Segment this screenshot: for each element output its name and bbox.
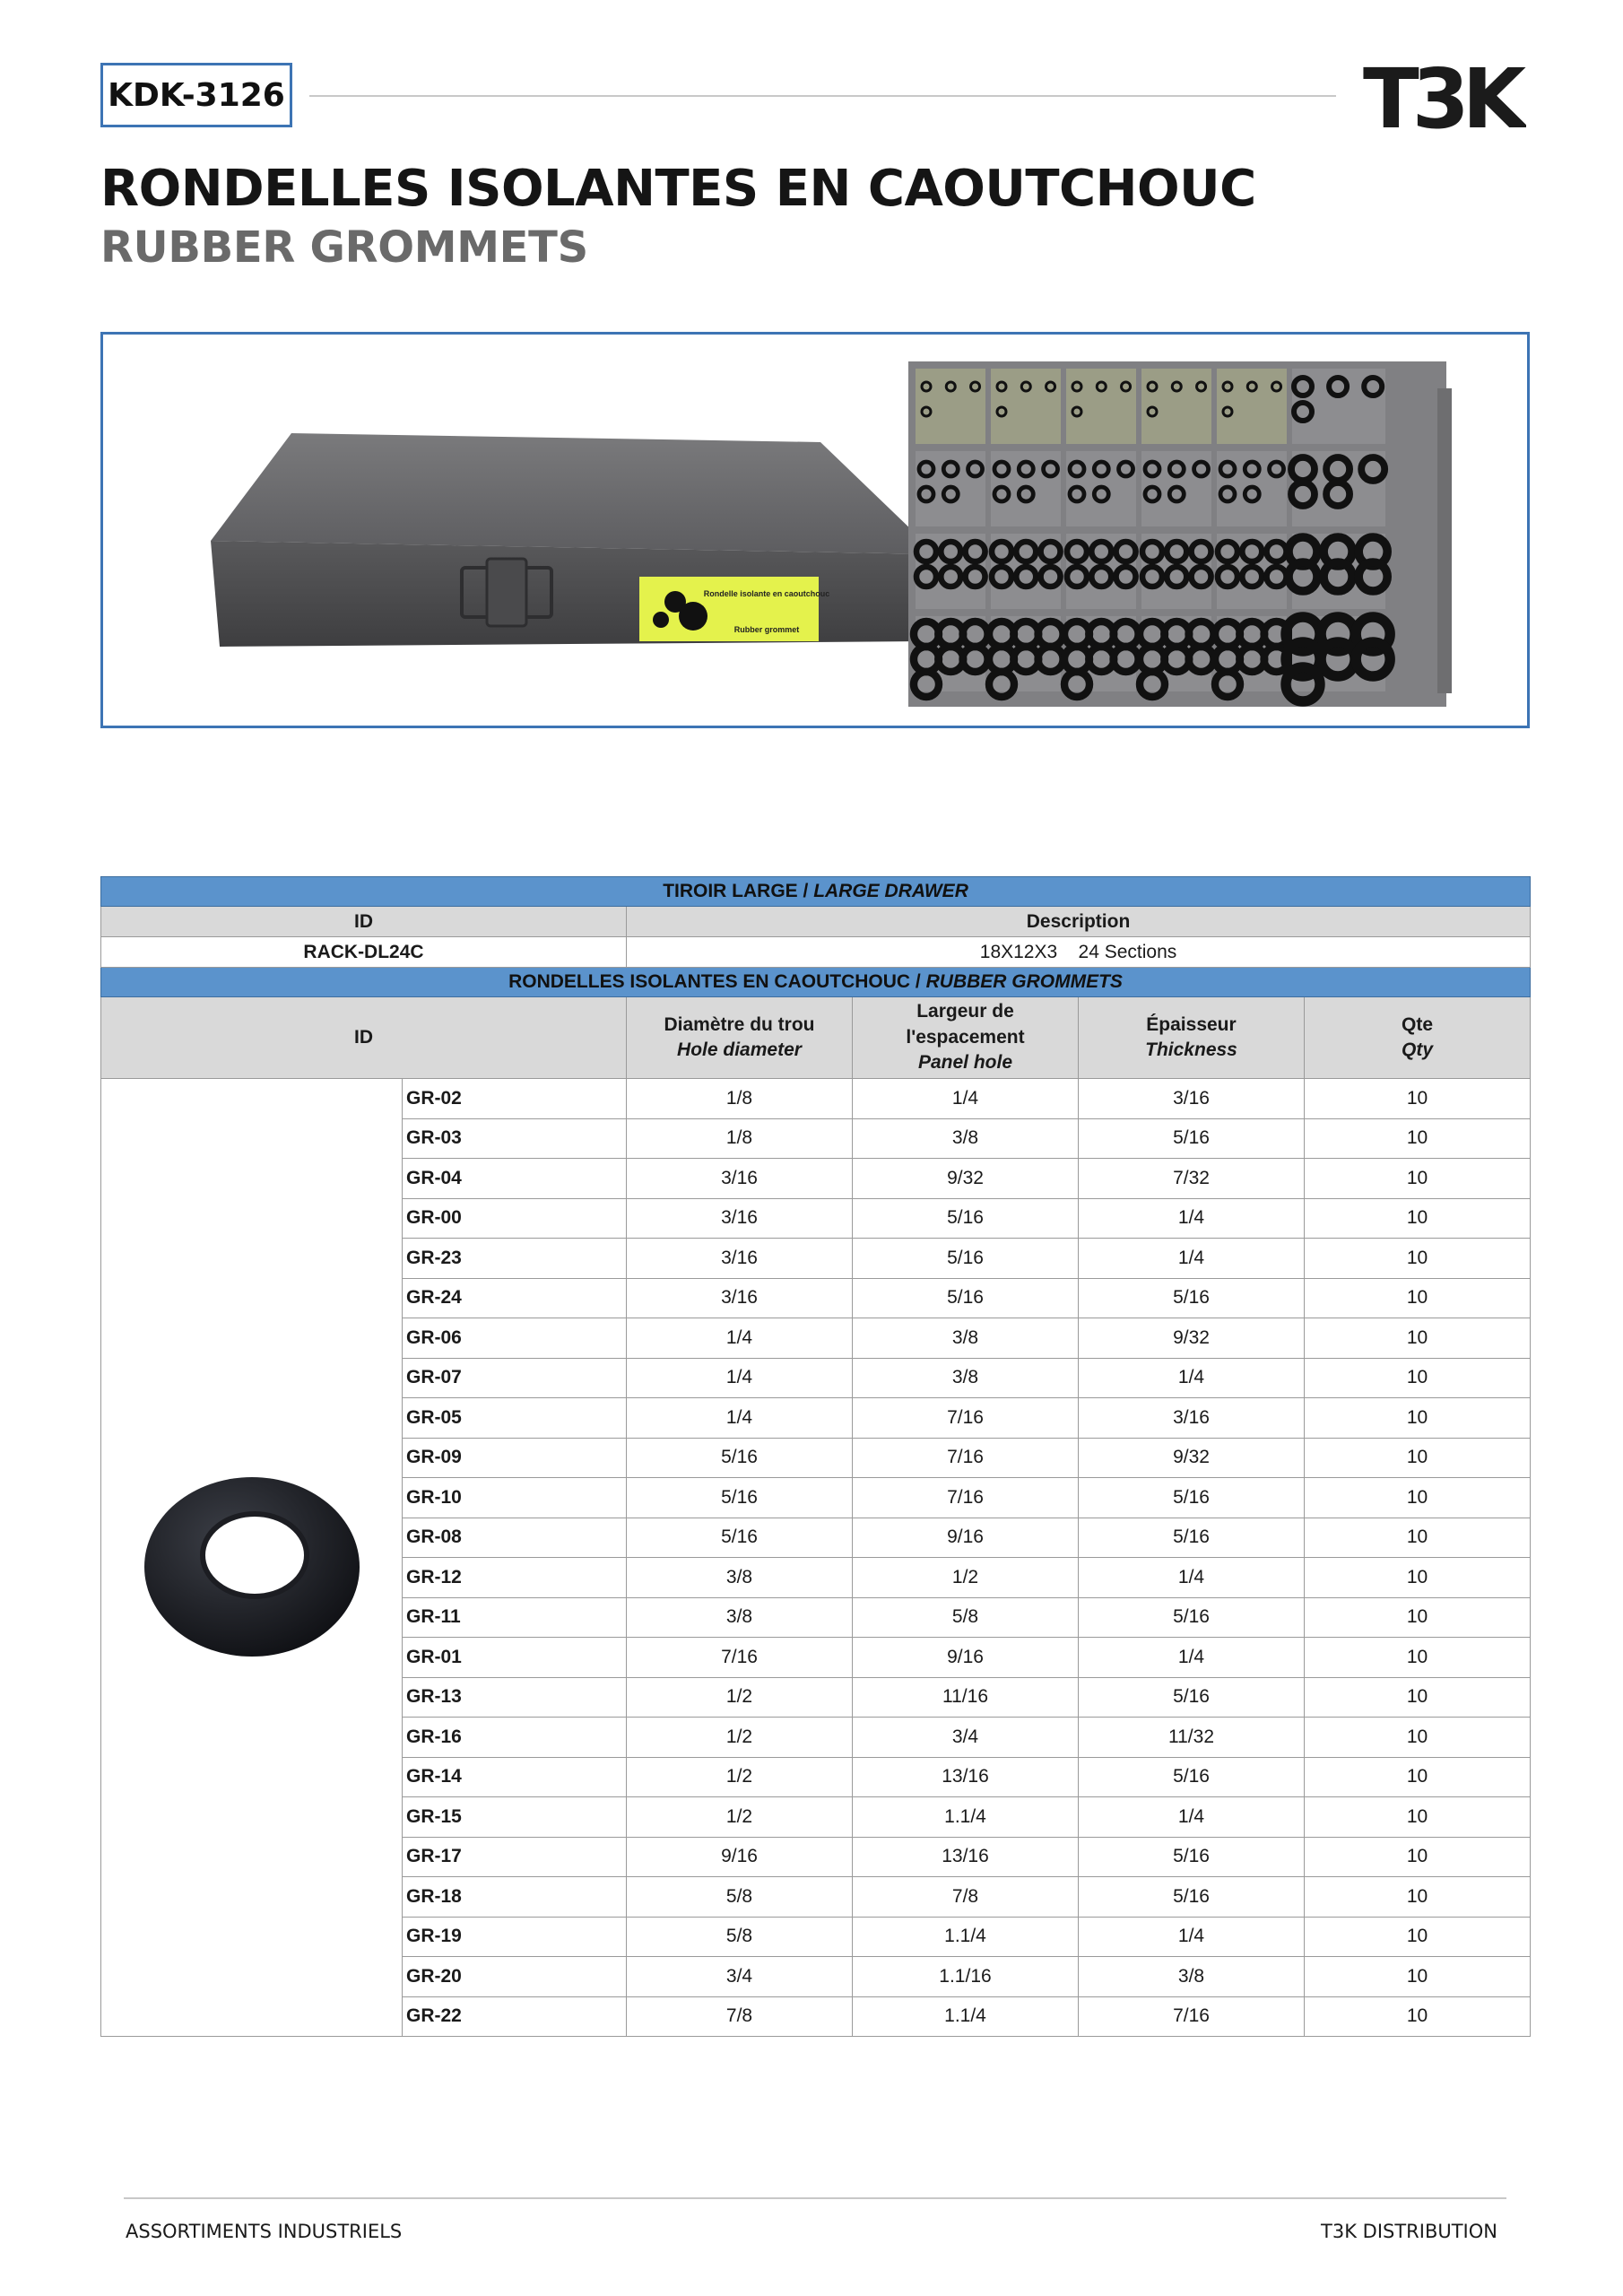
cell-thick: 5/16 bbox=[1079, 1478, 1305, 1518]
cell-hole: 1/2 bbox=[627, 1797, 853, 1838]
drawer-id: RACK-DL24C bbox=[101, 937, 627, 968]
tray-compartment bbox=[991, 616, 1061, 691]
cell-thick: 3/16 bbox=[1079, 1079, 1305, 1119]
cell-hole: 3/16 bbox=[627, 1198, 853, 1239]
cell-thick: 9/32 bbox=[1079, 1438, 1305, 1478]
cell-thick: 11/32 bbox=[1079, 1718, 1305, 1758]
cell-hole: 3/16 bbox=[627, 1159, 853, 1199]
cell-qty: 10 bbox=[1305, 1957, 1531, 1997]
cell-qty: 10 bbox=[1305, 1558, 1531, 1598]
cell-qty: 10 bbox=[1305, 1438, 1531, 1478]
cell-thick: 5/16 bbox=[1079, 1837, 1305, 1877]
cell-qty: 10 bbox=[1305, 1518, 1531, 1558]
footer-right-text: T3K DISTRIBUTION bbox=[1321, 2221, 1497, 2242]
cell-hole: 1/4 bbox=[627, 1398, 853, 1439]
cell-panel: 11/16 bbox=[853, 1677, 1079, 1718]
cell-id: GR-15 bbox=[403, 1797, 627, 1838]
cell-hole: 5/8 bbox=[627, 1917, 853, 1957]
cell-panel: 9/16 bbox=[853, 1518, 1079, 1558]
cell-panel: 5/16 bbox=[853, 1198, 1079, 1239]
tray-compartment bbox=[1066, 616, 1136, 691]
cell-qty: 10 bbox=[1305, 1757, 1531, 1797]
cell-panel: 9/16 bbox=[853, 1638, 1079, 1678]
items-header-row bbox=[101, 997, 1531, 1079]
cell-qty: 10 bbox=[1305, 1638, 1531, 1678]
cell-panel: 1/2 bbox=[853, 1558, 1079, 1598]
tray-compartment bbox=[1217, 616, 1287, 691]
hole-diameter-header: Diamètre du trou Hole diameter bbox=[627, 997, 853, 1079]
cell-id: GR-22 bbox=[403, 1996, 627, 2037]
cell-panel: 1/4 bbox=[853, 1079, 1079, 1119]
qty-header: Qte Qty bbox=[1305, 997, 1531, 1079]
cell-hole: 1/8 bbox=[627, 1079, 853, 1119]
drawer-header-row bbox=[101, 907, 1531, 937]
cell-panel: 3/8 bbox=[853, 1358, 1079, 1398]
cell-panel: 7/8 bbox=[853, 1877, 1079, 1918]
tray-compartment bbox=[1141, 534, 1211, 609]
cell-id: GR-02 bbox=[403, 1079, 627, 1119]
header-divider bbox=[309, 95, 1336, 97]
cell-thick: 5/16 bbox=[1079, 1118, 1305, 1159]
cell-qty: 10 bbox=[1305, 1118, 1531, 1159]
cell-qty: 10 bbox=[1305, 1996, 1531, 2037]
cell-thick: 5/16 bbox=[1079, 1278, 1305, 1318]
cell-panel: 3/8 bbox=[853, 1318, 1079, 1359]
cell-thick: 1/4 bbox=[1079, 1198, 1305, 1239]
cell-qty: 10 bbox=[1305, 1837, 1531, 1877]
cell-qty: 10 bbox=[1305, 1478, 1531, 1518]
cell-id: GR-01 bbox=[403, 1638, 627, 1678]
cell-id: GR-18 bbox=[403, 1877, 627, 1918]
cell-qty: 10 bbox=[1305, 1398, 1531, 1439]
cell-thick: 1/4 bbox=[1079, 1558, 1305, 1598]
cell-thick: 1/4 bbox=[1079, 1358, 1305, 1398]
drawer-row bbox=[101, 937, 1531, 968]
cell-id: GR-23 bbox=[403, 1239, 627, 1279]
cell-qty: 10 bbox=[1305, 1597, 1531, 1638]
cell-hole: 3/4 bbox=[627, 1957, 853, 1997]
cell-panel: 7/16 bbox=[853, 1438, 1079, 1478]
cell-qty: 10 bbox=[1305, 1079, 1531, 1119]
cell-hole: 5/8 bbox=[627, 1877, 853, 1918]
cell-id: GR-12 bbox=[403, 1558, 627, 1598]
cell-thick: 1/4 bbox=[1079, 1917, 1305, 1957]
cell-hole: 5/16 bbox=[627, 1518, 853, 1558]
drawer-id-header: ID bbox=[101, 907, 627, 937]
tray-compartment bbox=[991, 534, 1061, 609]
cell-thick: 5/16 bbox=[1079, 1677, 1305, 1718]
brand-logo bbox=[1363, 59, 1526, 133]
thickness-header: Épaisseur Thickness bbox=[1079, 997, 1305, 1079]
svg-text:Rondelle isolante en caoutchou: Rondelle isolante en caoutchouc bbox=[703, 589, 830, 598]
cell-id: GR-06 bbox=[403, 1318, 627, 1359]
cell-id: GR-17 bbox=[403, 1837, 627, 1877]
cell-hole: 3/16 bbox=[627, 1239, 853, 1279]
drawer-description-header: Description bbox=[627, 907, 1531, 937]
table-row bbox=[101, 1079, 1531, 1119]
cell-id: GR-16 bbox=[403, 1718, 627, 1758]
cell-id: GR-11 bbox=[403, 1597, 627, 1638]
cell-panel: 13/16 bbox=[853, 1837, 1079, 1877]
cell-panel: 5/16 bbox=[853, 1278, 1079, 1318]
cell-thick: 5/16 bbox=[1079, 1757, 1305, 1797]
cell-panel: 7/16 bbox=[853, 1478, 1079, 1518]
cell-thick: 3/8 bbox=[1079, 1957, 1305, 1997]
brand-logo-text: T3K bbox=[1363, 59, 1520, 133]
cell-hole: 1/4 bbox=[627, 1318, 853, 1359]
cell-thick: 9/32 bbox=[1079, 1318, 1305, 1359]
product-photo bbox=[100, 332, 1530, 728]
cell-thick: 3/16 bbox=[1079, 1398, 1305, 1439]
cell-id: GR-20 bbox=[403, 1957, 627, 1997]
open-tray-image bbox=[908, 361, 1527, 707]
tray-compartment bbox=[916, 534, 985, 609]
cell-panel: 7/16 bbox=[853, 1398, 1079, 1439]
cell-id: GR-14 bbox=[403, 1757, 627, 1797]
cell-qty: 10 bbox=[1305, 1198, 1531, 1239]
cell-thick: 5/16 bbox=[1079, 1518, 1305, 1558]
cell-hole: 3/8 bbox=[627, 1597, 853, 1638]
cell-hole: 9/16 bbox=[627, 1837, 853, 1877]
tray-compartment bbox=[916, 616, 985, 691]
cell-hole: 3/8 bbox=[627, 1558, 853, 1598]
cell-hole: 1/2 bbox=[627, 1718, 853, 1758]
page-title: RONDELLES ISOLANTES EN CAOUTCHOUC bbox=[100, 160, 1256, 218]
cell-thick: 5/16 bbox=[1079, 1877, 1305, 1918]
specs-table bbox=[100, 876, 1531, 2037]
cell-panel: 13/16 bbox=[853, 1757, 1079, 1797]
cell-panel: 3/8 bbox=[853, 1118, 1079, 1159]
tray-compartment bbox=[1217, 534, 1287, 609]
cell-hole: 1/8 bbox=[627, 1118, 853, 1159]
cell-hole: 7/16 bbox=[627, 1638, 853, 1678]
cell-thick: 5/16 bbox=[1079, 1597, 1305, 1638]
cell-thick: 7/16 bbox=[1079, 1996, 1305, 2037]
cell-thick: 7/32 bbox=[1079, 1159, 1305, 1199]
cell-panel: 5/16 bbox=[853, 1239, 1079, 1279]
cell-panel: 1.1/4 bbox=[853, 1797, 1079, 1838]
tray-compartment bbox=[1292, 451, 1385, 526]
cell-id: GR-08 bbox=[403, 1518, 627, 1558]
cell-id: GR-13 bbox=[403, 1677, 627, 1718]
cell-panel: 1.1/16 bbox=[853, 1957, 1079, 1997]
cell-thick: 1/4 bbox=[1079, 1638, 1305, 1678]
cell-id: GR-05 bbox=[403, 1398, 627, 1439]
drawer-band: TIROIR LARGE / LARGE DRAWER bbox=[101, 877, 1531, 907]
cell-panel: 9/32 bbox=[853, 1159, 1079, 1199]
svg-text:Rubber grommet: Rubber grommet bbox=[733, 625, 800, 634]
cell-id: GR-04 bbox=[403, 1159, 627, 1199]
cell-hole: 7/8 bbox=[627, 1996, 853, 2037]
drawer-description: 18X12X3 24 Sections bbox=[627, 937, 1531, 968]
cell-panel: 1.1/4 bbox=[853, 1917, 1079, 1957]
cell-thick: 1/4 bbox=[1079, 1797, 1305, 1838]
cell-hole: 5/16 bbox=[627, 1438, 853, 1478]
cell-panel: 3/4 bbox=[853, 1718, 1079, 1758]
cell-qty: 10 bbox=[1305, 1318, 1531, 1359]
footer-divider bbox=[124, 2197, 1506, 2199]
closed-drawer-image bbox=[193, 433, 937, 675]
cell-panel: 1.1/4 bbox=[853, 1996, 1079, 2037]
cell-hole: 3/16 bbox=[627, 1278, 853, 1318]
cell-panel: 5/8 bbox=[853, 1597, 1079, 1638]
tray-compartment bbox=[1292, 534, 1385, 609]
tray-compartment bbox=[1141, 616, 1211, 691]
cell-qty: 10 bbox=[1305, 1358, 1531, 1398]
cell-id: GR-07 bbox=[403, 1358, 627, 1398]
cell-id: GR-10 bbox=[403, 1478, 627, 1518]
cell-hole: 5/16 bbox=[627, 1478, 853, 1518]
items-band: RONDELLES ISOLANTES EN CAOUTCHOUC / RUBBER GROMMETS bbox=[101, 968, 1531, 997]
cell-id: GR-19 bbox=[403, 1917, 627, 1957]
cell-thick: 1/4 bbox=[1079, 1239, 1305, 1279]
cell-id: GR-09 bbox=[403, 1438, 627, 1478]
cell-hole: 1/4 bbox=[627, 1358, 853, 1398]
cell-hole: 1/2 bbox=[627, 1677, 853, 1718]
panel-hole-header: Largeur de l'espacement Panel hole bbox=[853, 997, 1079, 1079]
cell-qty: 10 bbox=[1305, 1278, 1531, 1318]
id-header: ID bbox=[101, 997, 627, 1079]
footer-left-text: ASSORTIMENTS INDUSTRIELS bbox=[126, 2221, 403, 2242]
cell-hole: 1/2 bbox=[627, 1757, 853, 1797]
cell-qty: 10 bbox=[1305, 1917, 1531, 1957]
page-subtitle: RUBBER GROMMETS bbox=[100, 222, 588, 273]
cell-qty: 10 bbox=[1305, 1159, 1531, 1199]
cell-qty: 10 bbox=[1305, 1239, 1531, 1279]
cell-qty: 10 bbox=[1305, 1877, 1531, 1918]
grommet-icon bbox=[140, 1455, 364, 1661]
cell-qty: 10 bbox=[1305, 1718, 1531, 1758]
tray-compartment bbox=[1066, 534, 1136, 609]
grommet-image-cell bbox=[101, 1079, 403, 2037]
cell-id: GR-00 bbox=[403, 1198, 627, 1239]
cell-qty: 10 bbox=[1305, 1677, 1531, 1718]
cell-id: GR-24 bbox=[403, 1278, 627, 1318]
cell-id: GR-03 bbox=[403, 1118, 627, 1159]
cell-qty: 10 bbox=[1305, 1797, 1531, 1838]
product-code: KDK-3126 bbox=[100, 63, 292, 127]
